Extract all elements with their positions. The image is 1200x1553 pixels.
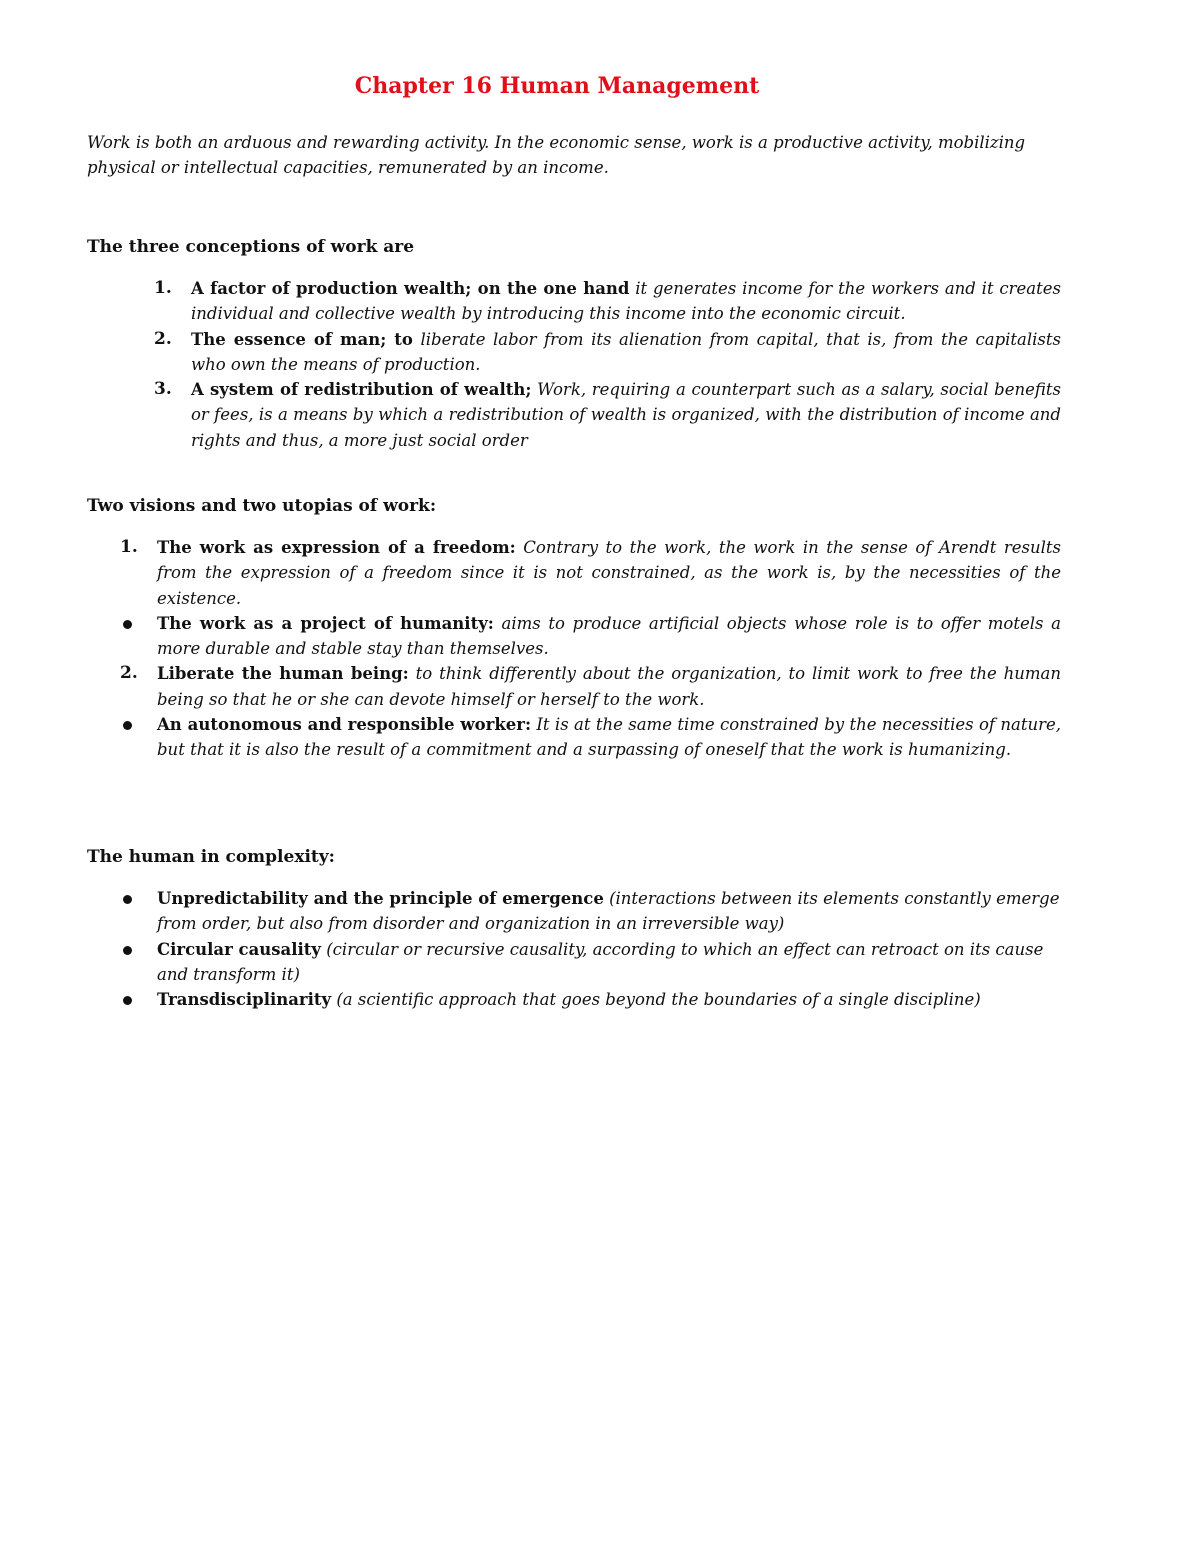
conceptions-list bbox=[154, 276, 1061, 453]
item-description: Work, requiring a counterpart such as a salary, social benefits or fees, is a means by which a redistribution of wealth is organized, with the distribution of income and rights and thus, a more just social order bbox=[191, 380, 1061, 450]
item-description: (interactions between its elements constantly emerge from order, but also from disorder and organization in an irreversible way) bbox=[157, 889, 1060, 934]
list-item bbox=[120, 987, 1061, 1012]
list-number: 2. bbox=[154, 328, 172, 349]
list-item bbox=[120, 886, 1061, 937]
item-term: The work as a project of humanity: bbox=[157, 613, 494, 633]
page-title: Chapter 16 Human Management bbox=[354, 73, 760, 99]
item-description: aims to produce artificial objects whose role is to offer motels a more durable and stable stay than themselves. bbox=[157, 613, 1061, 659]
section-heading-conceptions: The three conceptions of work are bbox=[87, 237, 415, 257]
item-term: A factor of production wealth; on the one hand bbox=[191, 279, 630, 298]
item-term: Unpredictability and the principle of emergence bbox=[157, 889, 604, 908]
bullet-icon bbox=[123, 721, 132, 730]
item-description: (a scientific approach that goes beyond the boundaries of a single discipline) bbox=[331, 990, 981, 1010]
item-description: It is at the same time constrained by the necessities of nature, but that it is also the result of a commitment and a surpassing of oneself that the work is humanizing. bbox=[157, 715, 1062, 760]
bullet-icon bbox=[123, 895, 132, 904]
list-item bbox=[120, 712, 1061, 763]
bullet-icon bbox=[123, 946, 132, 955]
bullet-icon bbox=[123, 996, 132, 1005]
list-number: 1. bbox=[154, 278, 172, 298]
list-item bbox=[120, 535, 1061, 611]
list-number: 3. bbox=[154, 379, 172, 400]
item-description: it generates income for the workers and it creates individual and collective wealth by introducing this income into the economic circuit. bbox=[191, 279, 1061, 324]
item-term: The work as expression of a freedom: bbox=[157, 538, 516, 557]
complexity-list bbox=[120, 886, 1061, 1012]
item-term: Transdisciplinarity bbox=[157, 990, 332, 1010]
bullet-icon bbox=[123, 620, 132, 629]
list-number: 1. bbox=[120, 537, 138, 557]
section-heading-visions: Two visions and two utopias of work: bbox=[87, 496, 437, 516]
item-description: Contrary to the work, the work in the sense of Arendt results from the expression of a freedom since it is not constrained, as the work is, by the necessities of the existence. bbox=[157, 538, 1061, 608]
list-item bbox=[154, 327, 1061, 378]
item-term: Circular causality bbox=[157, 939, 321, 959]
list-item bbox=[120, 661, 1061, 712]
item-term: An autonomous and responsible worker: bbox=[157, 715, 532, 735]
item-term: A system of redistribution of wealth; bbox=[191, 380, 532, 400]
item-description: (circular or recursive causality, according to which an effect can retroact on its cause and transform it) bbox=[157, 939, 1044, 984]
section-heading-complexity: The human in complexity: bbox=[87, 847, 335, 867]
list-item bbox=[154, 276, 1061, 327]
list-number: 2. bbox=[120, 663, 138, 684]
item-description: liberate labor from its alienation from capital, that is, from the capitalists who own the means of production. bbox=[191, 329, 1061, 374]
item-term: Liberate the human being: bbox=[157, 664, 409, 684]
list-item bbox=[120, 937, 1061, 988]
visions-list bbox=[120, 535, 1061, 763]
item-term: The essence of man; to bbox=[191, 329, 413, 349]
item-description: to think differently about the organization, to limit work to free the human being so that he or she can devote himself or herself to the work. bbox=[157, 664, 1062, 709]
list-item bbox=[154, 377, 1061, 453]
list-item bbox=[120, 611, 1061, 662]
intro-paragraph: Work is both an arduous and rewarding activity. In the economic sense, work is a productive activity, mobilizing physical or intellectual capacities, remunerated by an income. bbox=[87, 133, 1026, 177]
